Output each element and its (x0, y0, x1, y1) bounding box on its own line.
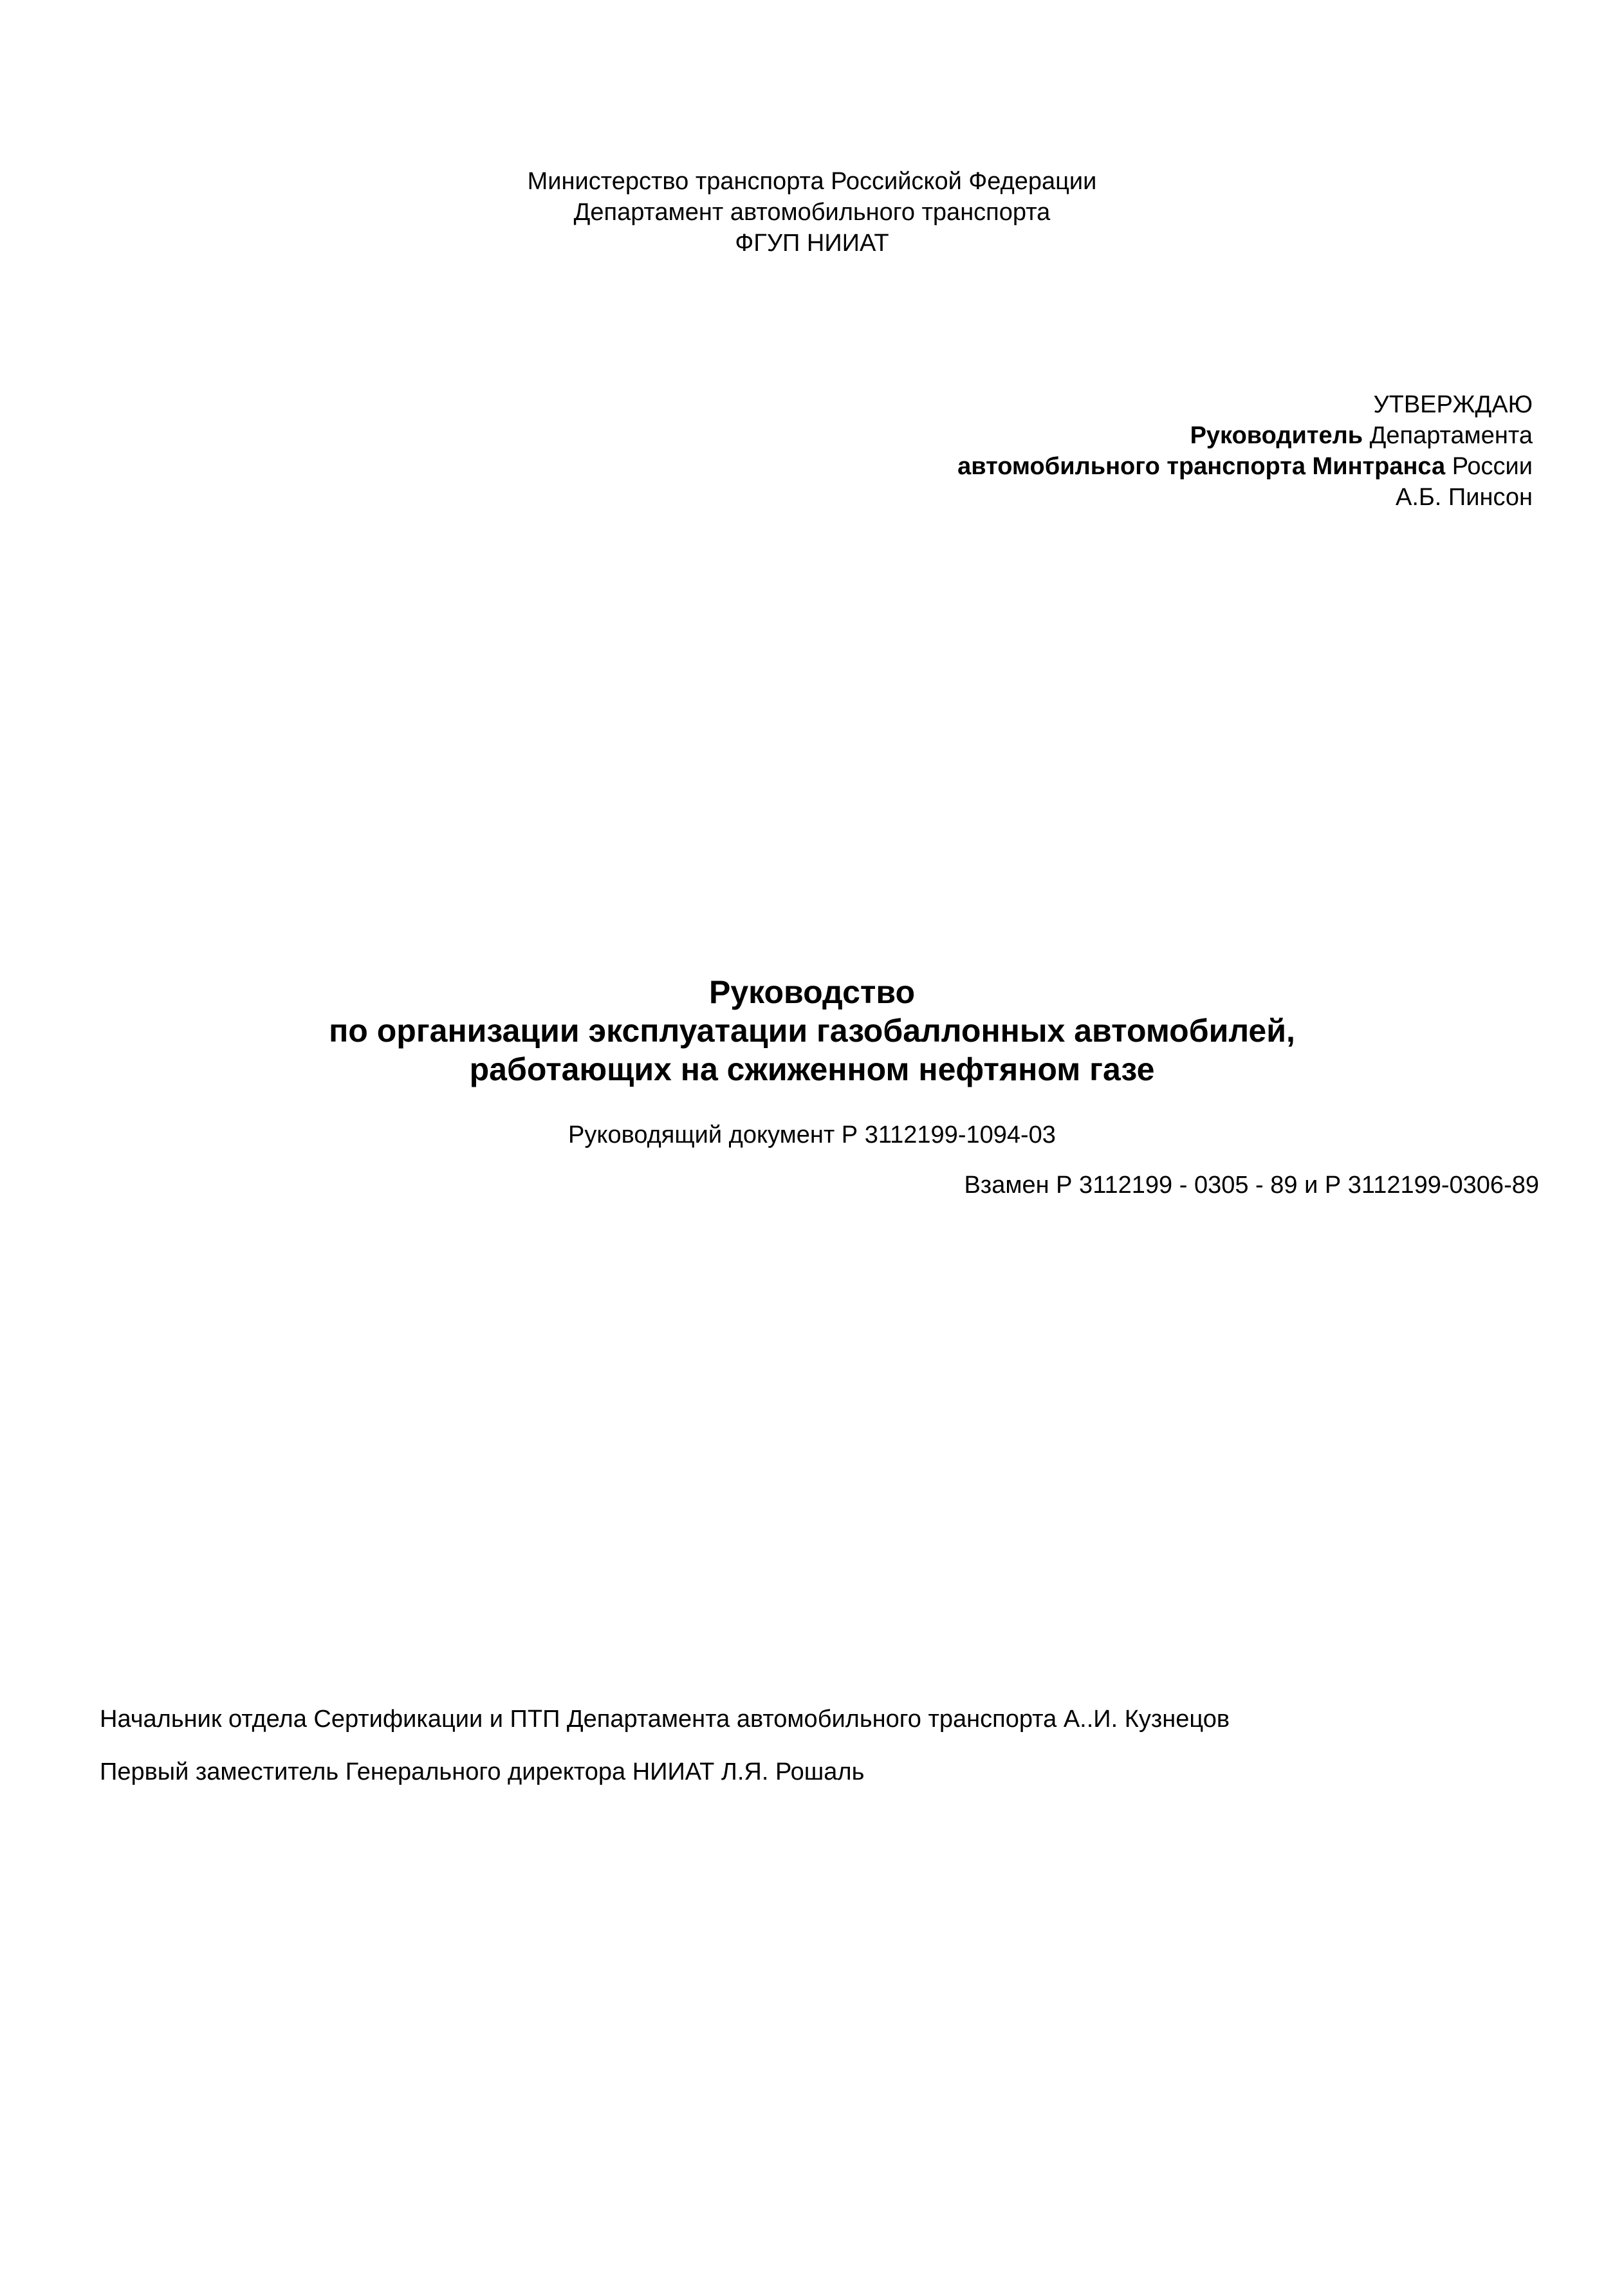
approver-position-bold: Руководитель (1190, 422, 1363, 449)
document-code: Руководящий документ Р 3112199-1094-03 (568, 1121, 1056, 1148)
title-line-1: Руководство (708, 974, 916, 1010)
approver-organization (889, 451, 1533, 482)
approval-heading: УТВЕРЖДАЮ (1373, 391, 1533, 418)
approver-position (889, 420, 1533, 451)
organization-header (0, 166, 1624, 259)
signatories-block (100, 1704, 1515, 1787)
signatory-2: Первый заместитель Генерального директора НИИАТ Л.Я. Рошаль (100, 1758, 865, 1785)
title-line-3: работающих на сжиженном нефтяном газе (469, 1051, 1155, 1087)
approver-organization-rest: России (1445, 453, 1533, 480)
title-line-2: по организации эксплуатации газобаллонных автомобилей, (329, 1013, 1295, 1049)
institute-name: ФГУП НИИАТ (735, 230, 889, 257)
signatory-1: Начальник отдела Сертификации и ПТП Департамента автомобильного транспорта А..И. Кузнецов (100, 1706, 1230, 1733)
replaces-note: Взамен Р 3112199 - 0305 - 89 и Р 3112199-0306-89 (964, 1172, 1539, 1199)
department-name: Департамент автомобильного транспорта (573, 199, 1051, 226)
approval-block (889, 389, 1533, 513)
approver-organization-bold: автомобильного транспорта Минтранса (957, 453, 1446, 480)
approver-position-rest: Департамента (1363, 422, 1533, 449)
ministry-name: Министерство транспорта Российской Федерации (527, 168, 1097, 195)
approver-name: А.Б. Пинсон (1395, 484, 1533, 511)
document-title (0, 973, 1624, 1089)
